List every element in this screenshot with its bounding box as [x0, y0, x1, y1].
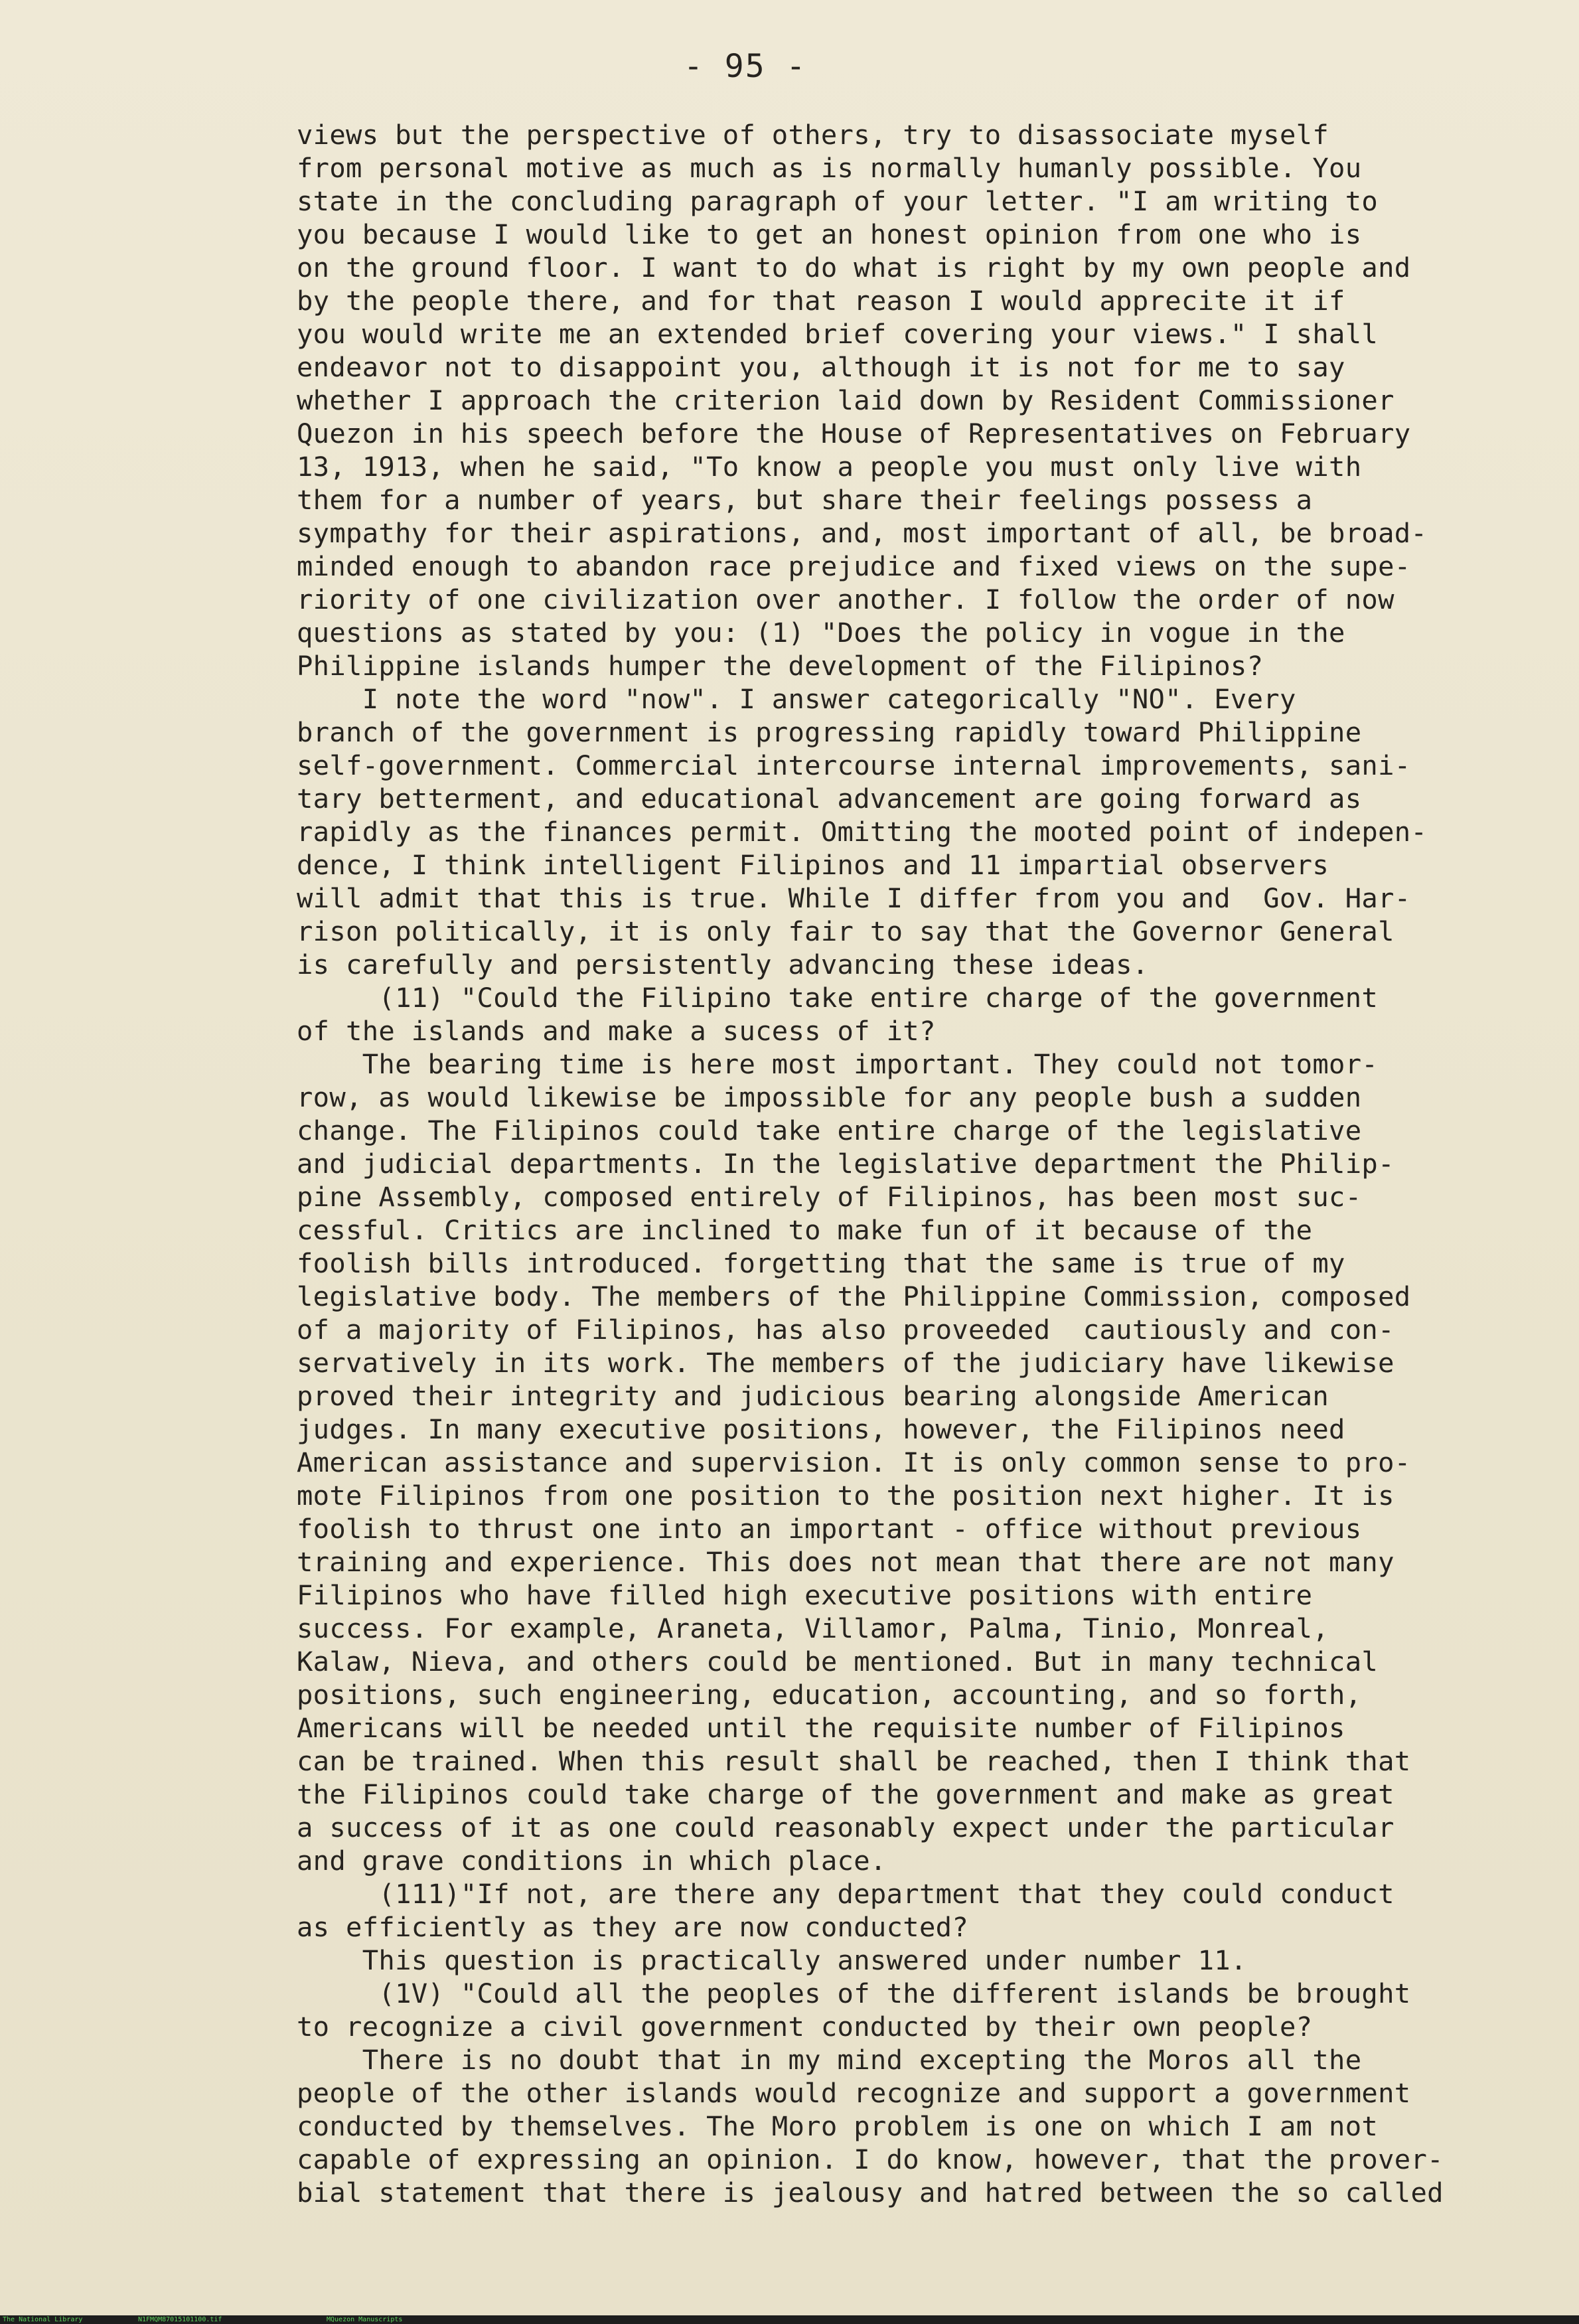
text-line: cessful. Critics are inclined to make fun of it because of the [297, 1214, 1313, 1246]
letter-body [297, 118, 1491, 2209]
text-line: This question is practically answered under number 11. [297, 1944, 1247, 1976]
text-line: self-government. Commercial intercourse internal improvements, sani- [297, 749, 1411, 781]
text-line: state in the concluding paragraph of your letter. "I am writing to [297, 185, 1379, 217]
footer-source: The National Library [3, 2316, 83, 2323]
text-line: Philippine islands humper the development of the Filipinos? [297, 650, 1264, 682]
text-line: (11) "Could the Filipino take entire charge of the government [297, 982, 1379, 1014]
text-line: and grave conditions in which place. [297, 1845, 887, 1877]
text-line: people of the other islands would recognize and support a government [297, 2077, 1411, 2109]
text-line: by the people there, and for that reason I would apprecite it if [297, 285, 1345, 317]
text-line: success. For example, Araneta, Villamor, Palma, Tinio, Monreal, [297, 1612, 1329, 1644]
text-line: row, as would likewise be impossible for any people bush a sudden [297, 1081, 1362, 1113]
text-line: (111)"If not, are there any department that they could conduct [297, 1878, 1394, 1910]
text-line: will admit that this is true. While I differ from you and Gov. Har- [297, 882, 1411, 914]
text-line: American assistance and supervision. It is only common sense to pro- [297, 1446, 1411, 1478]
text-line: I note the word "now". I answer categorically "NO". Every [297, 683, 1296, 715]
text-line: endeavor not to disappoint you, although it is not for me to say [297, 351, 1345, 383]
text-line: bial statement that there is jealousy and hatred between the so called [297, 2177, 1444, 2208]
text-line: questions as stated by you: (1) "Does the policy in vogue in the [297, 617, 1345, 649]
text-line: training and experience. This does not mean that there are not many [297, 1546, 1394, 1578]
text-line: positions, such engineering, education, accounting, and so forth, [297, 1679, 1362, 1711]
text-line: a success of it as one could reasonably expect under the particular [297, 1812, 1394, 1843]
text-line: capable of expressing an opinion. I do know, however, that the prover- [297, 2143, 1444, 2175]
text-line: on the ground floor. I want to do what is right by my own people and [297, 252, 1411, 283]
text-line: (1V) "Could all the peoples of the different islands be brought [297, 1977, 1411, 2009]
page-number: - 95 - [684, 48, 807, 85]
text-line: Kalaw, Nieva, and others could be mentioned. But in many technical [297, 1646, 1379, 1677]
text-line: change. The Filipinos could take entire charge of the legislative [297, 1115, 1362, 1146]
text-line: There is no doubt that in my mind excepting the Moros all the [297, 2044, 1362, 2076]
text-line: minded enough to abandon race prejudice and fixed views on the supe- [297, 550, 1411, 582]
text-line: as efficiently as they are now conducted? [297, 1911, 969, 1943]
text-line: Americans will be needed until the requisite number of Filipinos [297, 1712, 1345, 1744]
text-line: legislative body. The members of the Philippine Commission, composed [297, 1280, 1411, 1312]
footer-file: N1FMQM87015101100.tif [138, 2316, 222, 2323]
text-line: dence, I think intelligent Filipinos and 11 impartial observers [297, 849, 1329, 881]
text-line: views but the perspective of others, try to disassociate myself [297, 119, 1329, 151]
scan-footer-bar [0, 2315, 1579, 2324]
text-line: riority of one civilization over another. I follow the order of now [297, 583, 1394, 615]
text-line: branch of the government is progressing rapidly toward Philippine [297, 716, 1362, 748]
text-line: proved their integrity and judicious bearing alongside American [297, 1380, 1329, 1412]
text-line: 13, 1913, when he said, "To know a people you must only live with [297, 451, 1362, 483]
text-line: to recognize a civil government conducted by their own people? [297, 2011, 1313, 2043]
text-line: can be trained. When this result shall be reached, then I think that [297, 1745, 1411, 1777]
text-line: you would write me an extended brief covering your views." I shall [297, 318, 1379, 350]
text-line: servatively in its work. The members of the judiciary have likewise [297, 1347, 1394, 1379]
text-line: of a majority of Filipinos, has also proveeded cautiously and con- [297, 1314, 1394, 1346]
text-line: conducted by themselves. The Moro problem is one on which I am not [297, 2110, 1379, 2142]
text-line: mote Filipinos from one position to the position next higher. It is [297, 1480, 1394, 1511]
text-line: foolish bills introduced. forgetting that the same is true of my [297, 1247, 1345, 1279]
text-line: the Filipinos could take charge of the government and make as great [297, 1778, 1394, 1810]
text-line: Filipinos who have filled high executive positions with entire [297, 1579, 1313, 1611]
text-line: judges. In many executive positions, however, the Filipinos need [297, 1413, 1345, 1445]
text-line: rison politically, it is only fair to say that the Governor General [297, 915, 1394, 947]
text-line: The bearing time is here most important. They could not tomor- [297, 1048, 1379, 1080]
text-line: sympathy for their aspirations, and, most important of all, be broad- [297, 517, 1428, 549]
text-line: from personal motive as much as is normally humanly possible. You [297, 152, 1362, 184]
text-line: Quezon in his speech before the House of Representatives on February [297, 418, 1411, 449]
text-line: is carefully and persistently advancing these ideas. [297, 949, 1149, 980]
text-line: you because I would like to get an honest opinion from one who is [297, 218, 1362, 250]
text-line: them for a number of years, but share their feelings possess a [297, 484, 1313, 516]
text-line: rapidly as the finances permit. Omitting the mooted point of indepen- [297, 816, 1428, 848]
text-line: tary betterment, and educational advancement are going forward as [297, 783, 1362, 814]
footer-collection: MQuezon Manuscripts [327, 2316, 403, 2323]
text-line: and judicial departments. In the legislative department the Philip- [297, 1148, 1394, 1180]
text-line: pine Assembly, composed entirely of Filipinos, has been most suc- [297, 1181, 1362, 1213]
text-line: of the islands and make a sucess of it? [297, 1015, 936, 1047]
text-line: whether I approach the criterion laid down by Resident Commissioner [297, 384, 1394, 416]
text-line: foolish to thrust one into an important - office without previous [297, 1513, 1362, 1545]
